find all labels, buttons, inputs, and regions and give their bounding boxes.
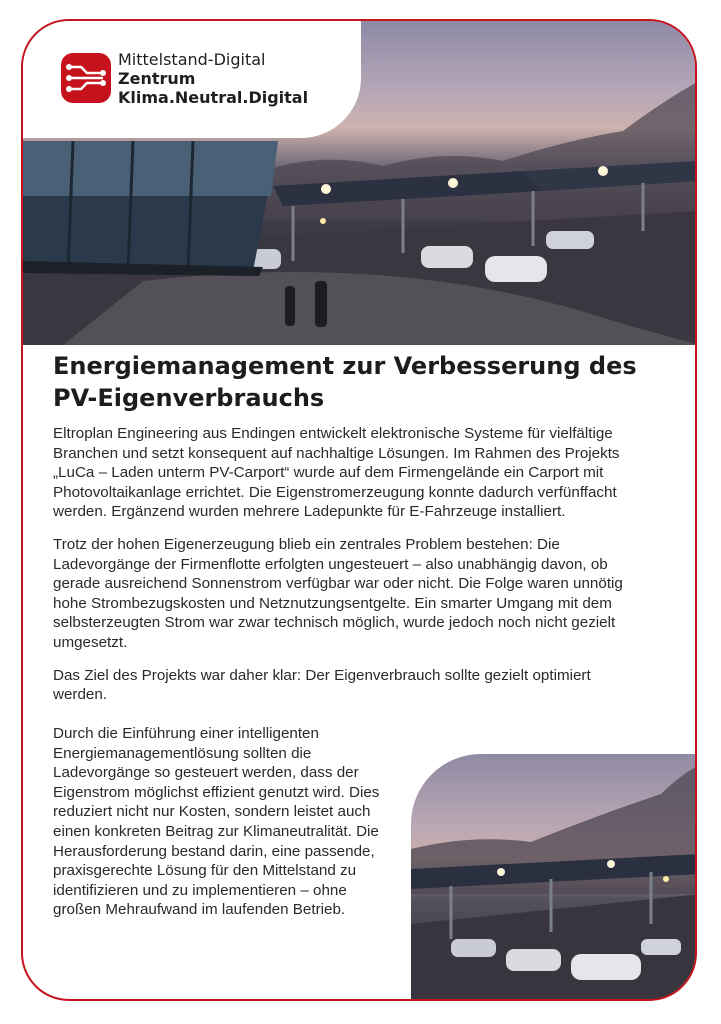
article-body (53, 350, 643, 705)
logo-line-2: Zentrum (118, 69, 196, 88)
title-line-1: Energiemanagement zur Verbesserung des (53, 352, 637, 380)
paragraph-3-intro: Das Ziel des Projekts war daher klar: Der Eigenverbrauch sollte gezielt optimiert werden. (53, 666, 591, 704)
logo-line-3: Klima.Neutral.Digital (118, 88, 309, 107)
paragraph-2: Trotz der hohen Eigenerzeugung blieb ein zentrales Problem bestehen: Die Ladevorgänge der Firmenflotte erfolgten ungesteuert – also unabhängig davon, ob gerade ausreichend Sonnenstrom verfügbar war oder nicht. Die Folge waren unnötig hohe Strombezugskosten und Netznutzungsentgelte. Ein smarter Umgang mit dem selbsterzeugten Strom war zwar technisch möglich, wurde jedoch noch nicht gezielt umgesetzt. (53, 535, 623, 651)
paragraph-1: Eltroplan Engineering aus Endingen entwickelt elektronische Systeme für vielfältige Branchen und setzt konsequent auf nachhaltige Lösungen. Im Rahmen des Projekts „LuCa – Laden unterm PV-Carport“ wurde auf dem Firmengelände ein Carport mit Photovoltaikanlage errichtet. Die Eigenstromerzeugung konnte dadurch verfünffacht werden. Ergänzend wurden mehrere Ladepunkte für E-Fahrzeuge installiert. (53, 425, 620, 521)
circuit-board-icon (61, 53, 111, 103)
logo-line-1: Mittelstand-Digital (118, 50, 266, 69)
logo-wordmark (118, 50, 308, 107)
paragraph-3-body: Durch die Einführung einer intelligenten Energiemanagementlösung sollten die Ladevorgänge so gesteuert werden, dass der Eigenstrom möglichst effizient genutzt wird. Dies reduziert nicht nur Kosten, sondern leistet auch einen konkreten Beitrag zur Klimaneutralität. Die Herausforderung bestand darin, eine passende, praxisgerechte Lösung für den Mittelstand zu identifizieren und zu implementieren – ohne großen Mehraufwand im laufenden Betrieb. (53, 725, 380, 919)
secondary-photo-carport (411, 754, 697, 1001)
title-line-2: PV-Eigenverbrauchs (53, 384, 325, 412)
article-title (53, 350, 643, 414)
secondary-illustration (411, 754, 697, 1001)
logo-card (23, 21, 361, 138)
